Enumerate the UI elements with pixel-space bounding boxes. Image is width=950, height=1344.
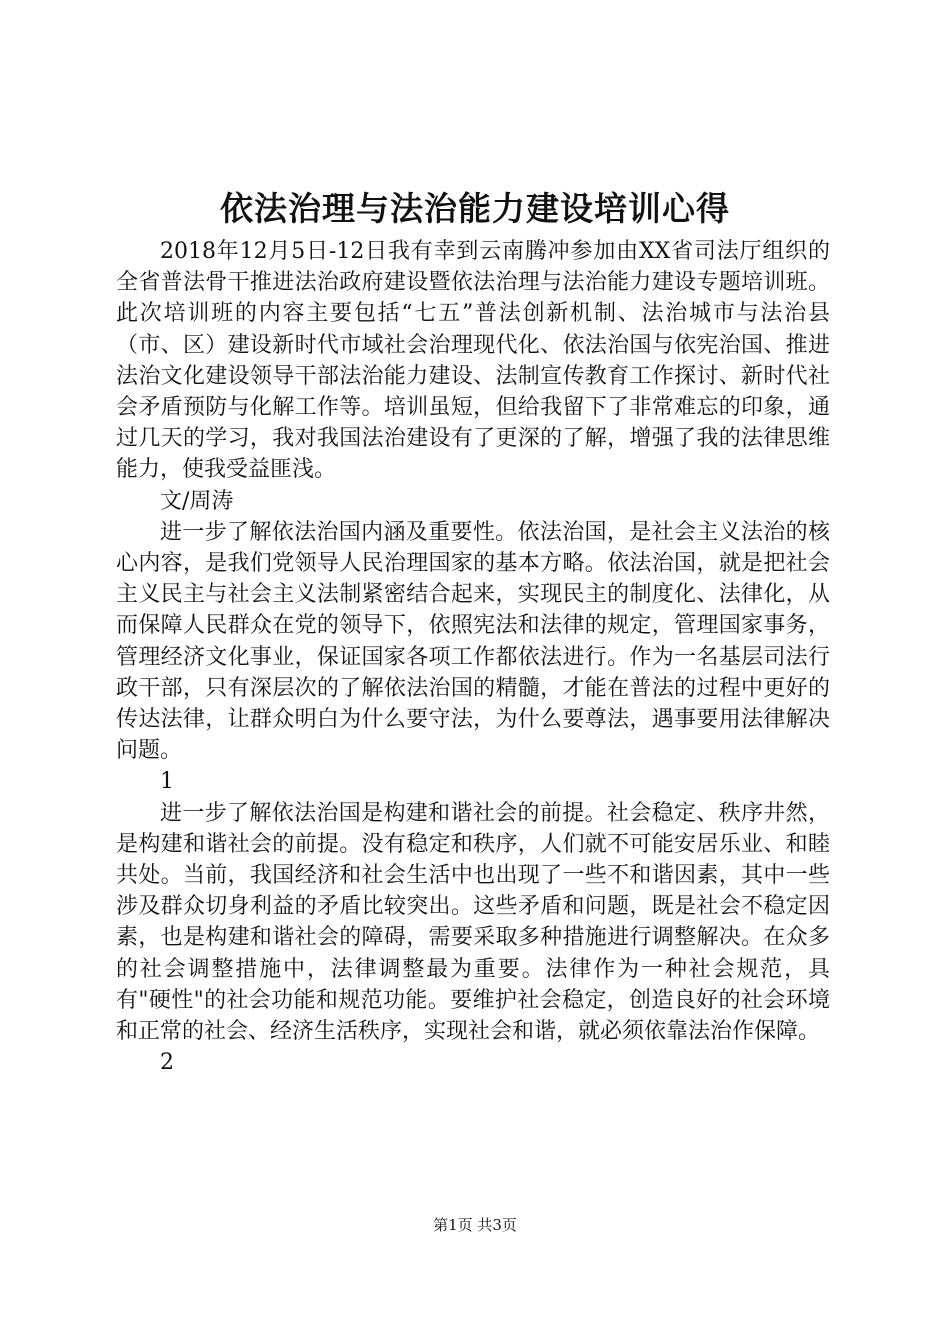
paragraph-section-1: 进一步了解依法治国内涵及重要性。依法治国，是社会主义法治的核心内容，是我们党领导人民治理国家的基本方略。依法治国，就是把社会主义民主与社会主义法制紧密结合起来，实现民主的制度化、法律化，从而保障人民群众在党的领导下，依照宪法和法律的规定，管理国家事务，管理经济文化事业，保证国家各项工作都依法进行。作为一名基层司法行政干部，只有深层次的了解依法治国的精髓，才能在普法的过程中更好的传达法律，让群众明白为什么要守法，为什么要尊法，遇事要用法律解决问题。: [116, 519, 830, 764]
paragraph-section-2: 进一步了解依法治国是构建和谐社会的前提。社会稳定、秩序井然，是构建和谐社会的前提。没有稳定和秩序，人们就不可能安居乐业、和睦共处。当前，我国经济和社会生活中也出现了一些不和谐因素，其中一些涉及群众切身利益的矛盾比较突出。这些矛盾和问题，既是社会不稳定因素，也是构建和谐社会的障碍，需要采取多种措施进行调整解决。在众多的社会调整措施中，法律调整最为重要。法律作为一种社会规范，具有"硬性"的社会功能和规范功能。要维护社会稳定，创造良好的社会环境和正常的社会、经济生活秩序，实现社会和谐，就必须依靠法治作保障。: [116, 800, 830, 1045]
paragraph-intro: 2018年12月5日-12日我有幸到云南腾冲参加由XX省司法厅组织的全省普法骨干推进法治政府建设暨依法治理与法治能力建设专题培训班。此次培训班的内容主要包括“七五”普法创新机制、法治城市与法治县（市、区）建设新时代市域社会治理现代化、依法治国与依宪治国、推进法治文化建设领导干部法治能力建设、法制宣传教育工作探讨、新时代社会矛盾预防与化解工作等。培训虽短，但给我留下了非常难忘的印象，通过几天的学习，我对我国法治建设有了更深的了解，增强了我的法律思维能力，使我受益匪浅。: [116, 239, 830, 483]
paragraph-number-1: 1: [160, 769, 174, 795]
paragraph-number-2: 2: [160, 1050, 174, 1076]
document-body: [116, 236, 830, 1078]
page-footer: 第1页 共3页: [433, 1216, 517, 1234]
document-title: 依法治理与法治能力建设培训心得: [220, 189, 730, 228]
paragraph-author: 文/周涛: [160, 488, 234, 514]
